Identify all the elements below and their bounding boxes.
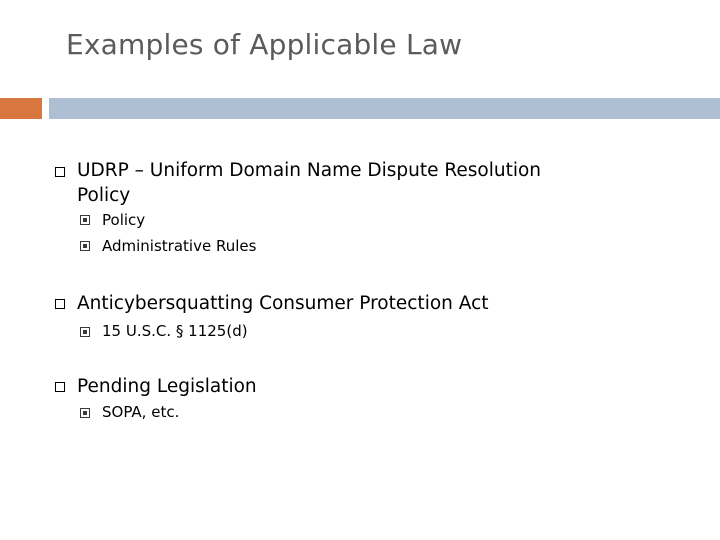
slide-title: Examples of Applicable Law (66, 28, 463, 61)
subbullet-policy: Policy (102, 211, 146, 229)
square-bullet-icon (55, 382, 65, 392)
square-bullet-icon (55, 299, 65, 309)
header-bar (49, 98, 720, 119)
subbullet-administrative-rules: Administrative Rules (102, 237, 257, 255)
subbullet-usc: 15 U.S.C. § 1125(d) (102, 322, 248, 340)
filled-square-bullet-icon (80, 408, 90, 418)
subbullet-sopa: SOPA, etc. (102, 403, 180, 421)
bullet-udrp-line2: Policy (77, 185, 131, 206)
square-bullet-icon (55, 167, 65, 177)
bullet-pending-legislation: Pending Legislation (77, 376, 257, 397)
filled-square-bullet-icon (80, 327, 90, 337)
accent-bar (0, 98, 42, 119)
bullet-acpa: Anticybersquatting Consumer Protection Act (77, 293, 489, 314)
bar-gap (42, 98, 49, 119)
bullet-udrp-line1: UDRP – Uniform Domain Name Dispute Resolution (77, 160, 542, 181)
filled-square-bullet-icon (80, 215, 90, 225)
filled-square-bullet-icon (80, 241, 90, 251)
